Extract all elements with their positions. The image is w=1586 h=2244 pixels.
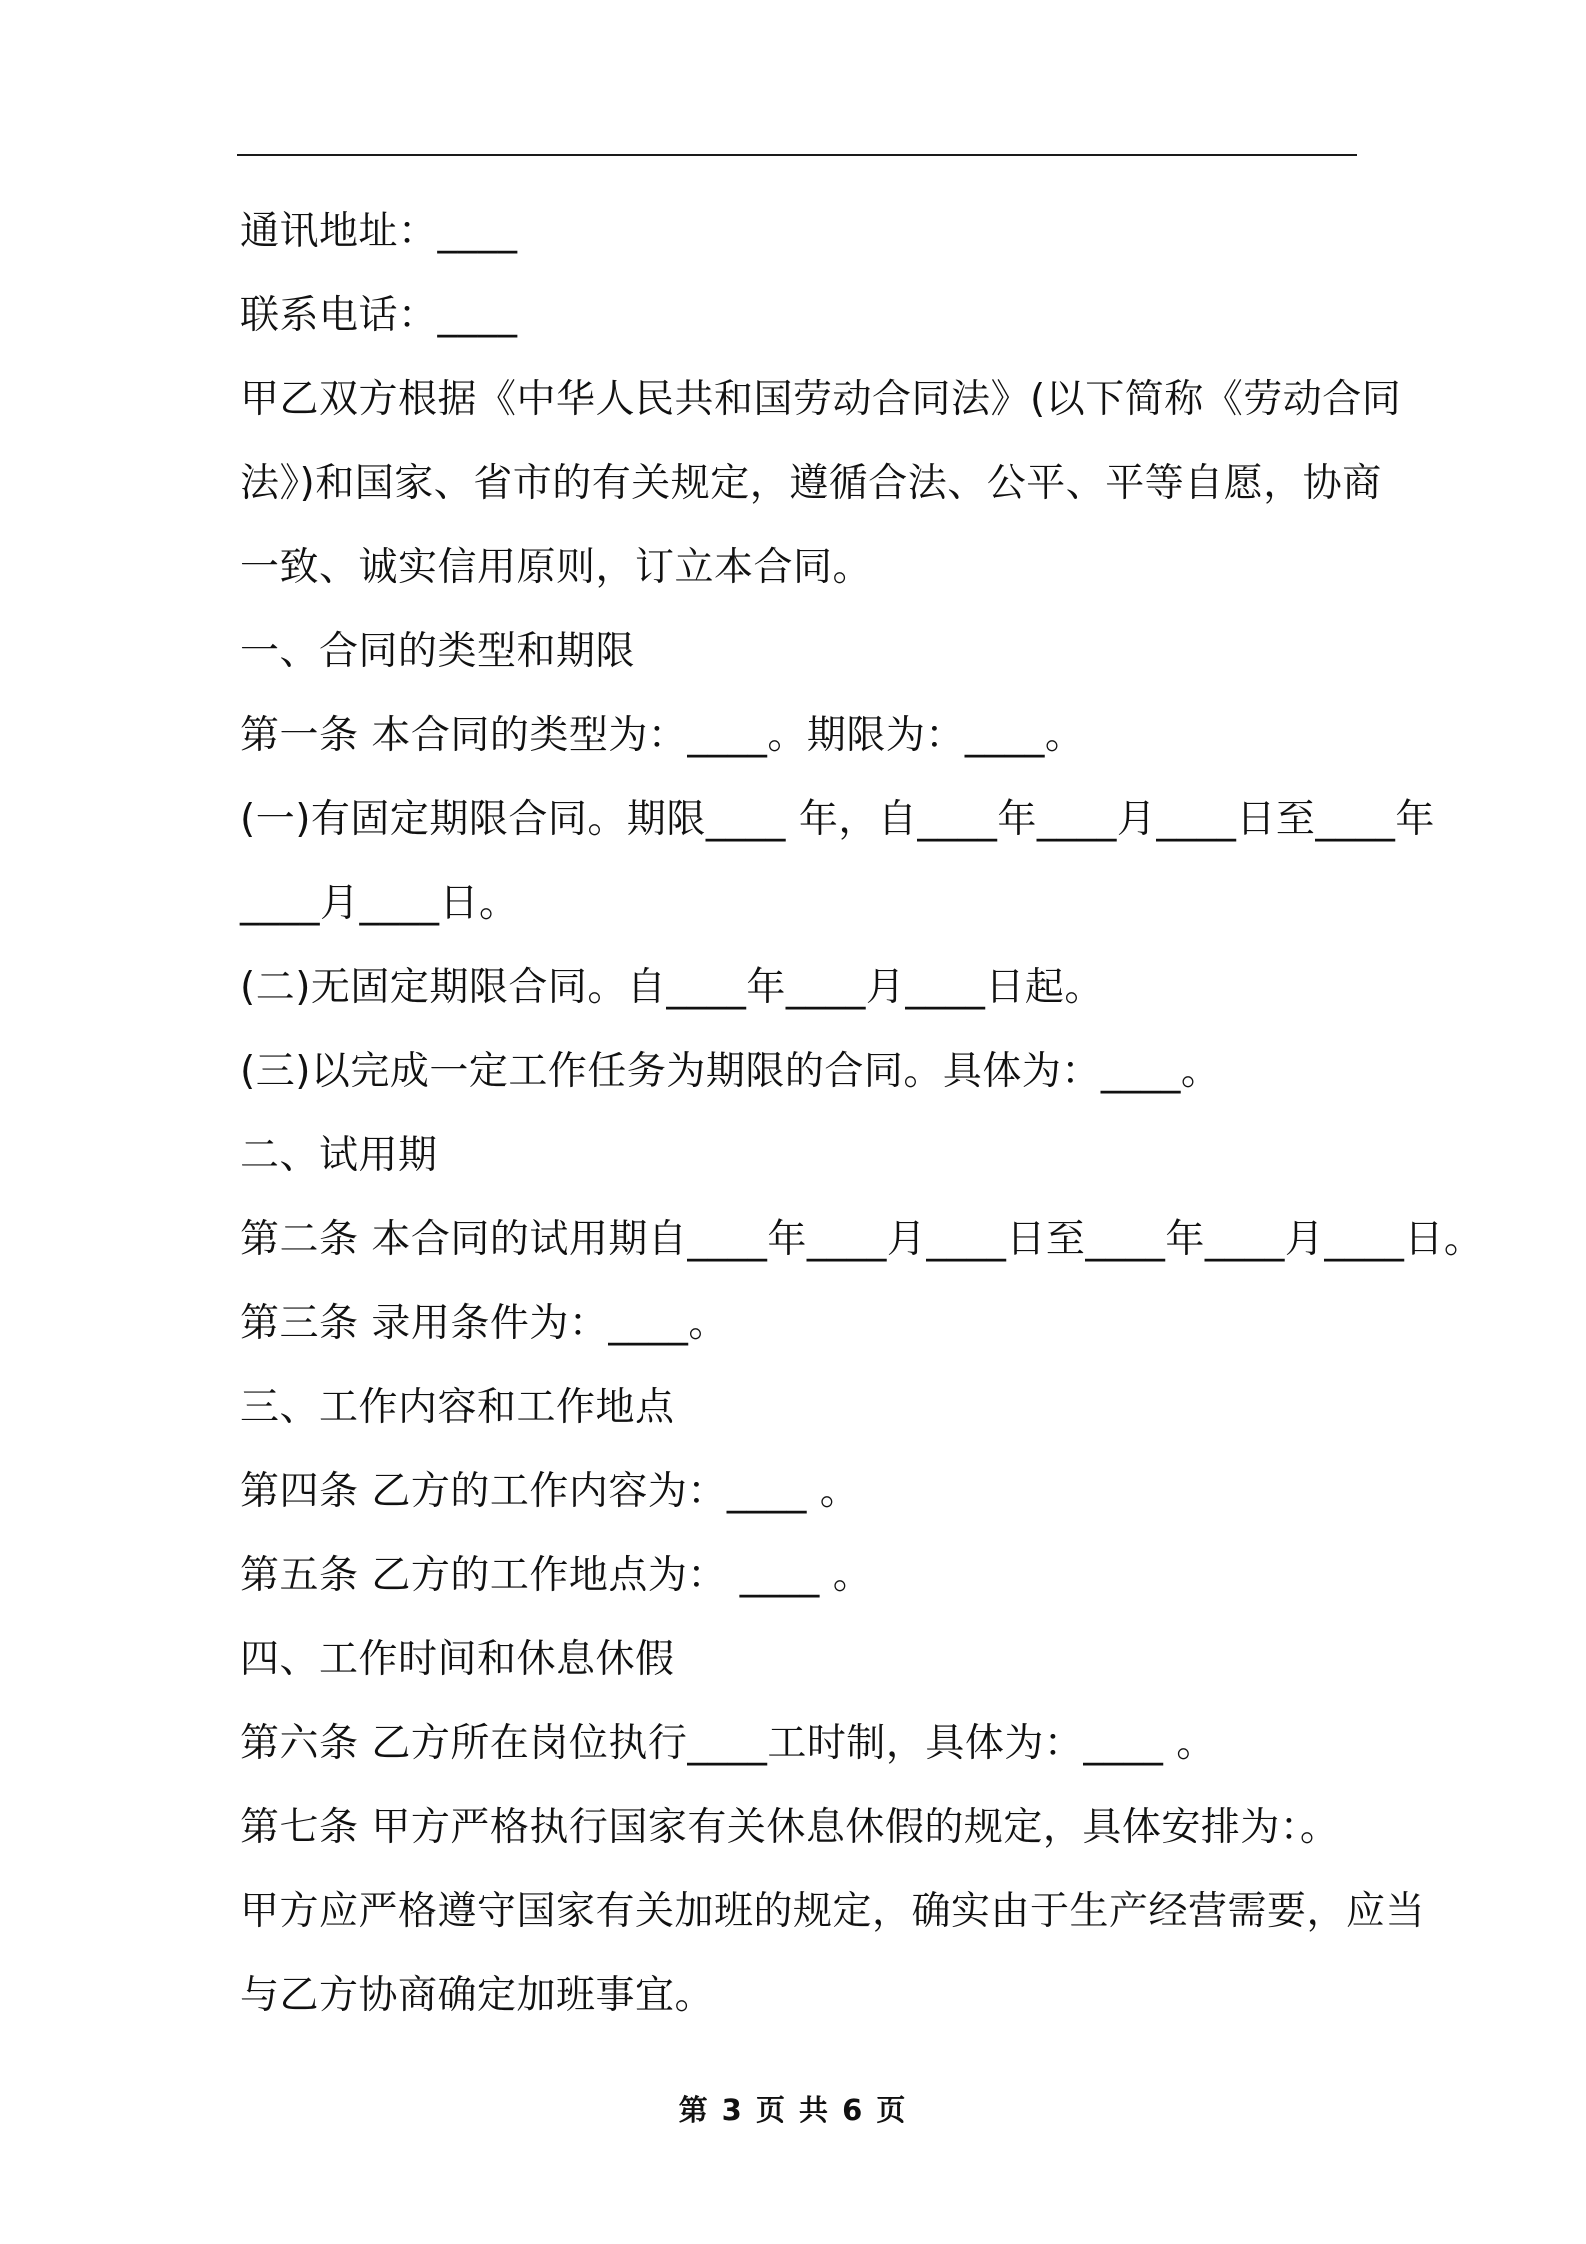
- text-line: 第六条 乙方所在岗位执行____工时制，具体为：____ 。: [240, 1721, 1216, 1766]
- document-body: [240, 190, 1484, 2038]
- text-line: 第二条 本合同的试用期自____年____月____日至____年____月____日。: [240, 1217, 1484, 1262]
- text-line: 第四条 乙方的工作内容为：____ 。: [240, 1469, 860, 1514]
- text-line: (一)有固定期限合同。期限____ 年，自____年____月____日至____年: [240, 797, 1435, 842]
- text-line: 与乙方协商确定加班事宜。: [240, 1973, 715, 2018]
- text-line: 甲乙双方根据《中华人民共和国劳动合同法》(以下简称《劳动合同: [240, 377, 1402, 422]
- text-line: 甲方应严格遵守国家有关加班的规定，确实由于生产经营需要，应当: [240, 1889, 1426, 1934]
- text-line: 法》)和国家、省市的有关规定，遵循合法、公平、平等自愿，协商: [240, 461, 1382, 506]
- section-heading: 二、试用期: [240, 1133, 438, 1178]
- section-heading: 一、合同的类型和期限: [240, 629, 636, 674]
- text-line: 联系电话：____: [240, 293, 518, 338]
- text-line: ____月____日。: [240, 881, 519, 926]
- text-line: 一致、诚实信用原则，订立本合同。: [240, 545, 873, 590]
- text-line: 第五条 乙方的工作地点为： ____ 。: [240, 1553, 873, 1598]
- section-heading: 四、工作时间和休息休假: [240, 1637, 675, 1682]
- section-heading: 三、工作内容和工作地点: [240, 1385, 675, 1430]
- text-line: 第一条 本合同的类型为：____。期限为：____。: [240, 713, 1085, 758]
- text-line: (三)以完成一定工作任务为期限的合同。具体为：____。: [240, 1049, 1221, 1094]
- page-number-footer: 第 3 页 共 6 页: [678, 2093, 908, 2127]
- text-line: (二)无固定期限合同。自____年____月____日起。: [240, 965, 1104, 1010]
- text-line: 第三条 录用条件为：____。: [240, 1301, 728, 1346]
- text-line: 第七条 甲方严格执行国家有关休息休假的规定，具体安排为：。: [240, 1805, 1340, 1850]
- text-line: 通讯地址：____: [240, 209, 518, 254]
- header-divider: [237, 154, 1357, 156]
